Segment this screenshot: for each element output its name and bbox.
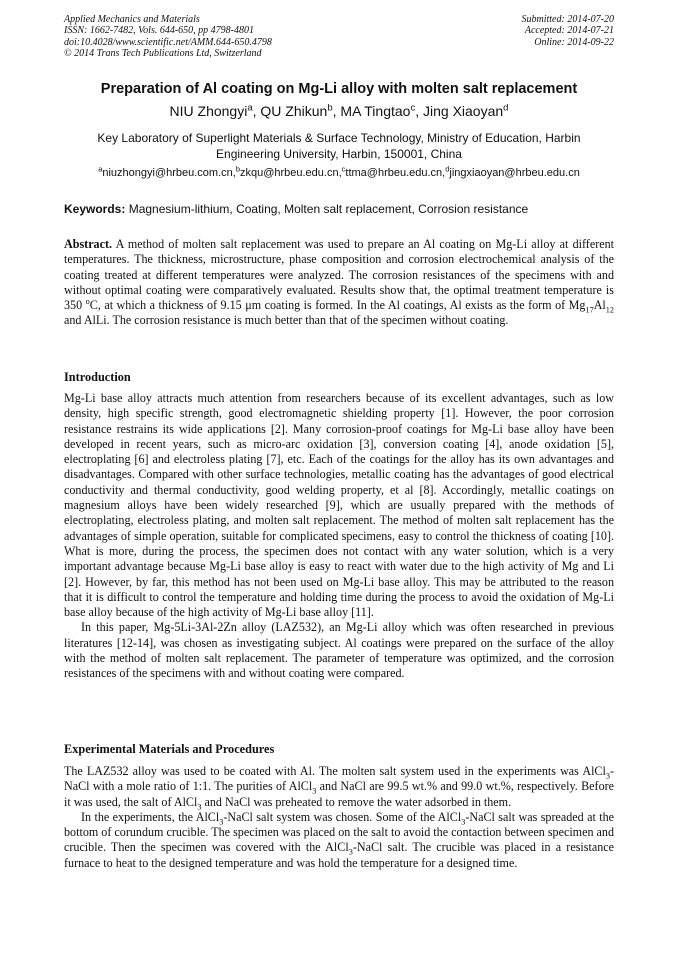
author: Jing Xiaoyan$^d$ [423,102,509,119]
author-list [40,102,638,120]
exp-paragraph-1: The LAZ532 alloy was used to be coated with Al. The molten salt system used in the experiments was AlCl$_3$-NaCl with a mole ratio of 1:1. The purities of AlCl$_3$ and NaCl are 99.5 wt.% and 99.0 wt.%, respectively. Before it was used, the salt of AlCl$_3$ and NaCl was preheated to remove the water adsorbed in them. [64,764,615,811]
affiliation: Key Laboratory of Superlight Materials & Surface Technology, Ministry of Education, Harbin Engineering University, Harbin, 150001, China [97,131,581,161]
experimental-body [64,764,614,871]
issn-line: ISSN: 1662-7482, Vols. 644-650, pp 4798-4801 [64,25,254,37]
intro-paragraph-1: Mg-Li base alloy attracts much attention from researchers because of its excellent advantages, such as low density, high specific strength, good electromagnetic shielding property [1]. However, the poor corrosion resistance restrains its wide applications [2]. Many corrosion-proof coatings for Mg-Li base alloy have been developed in recent years, such as micro-arc oxidation [3], conversion coating [4], anode oxidation [5], electroplating [6] and electroless plating [7], etc. Each of the coatings for the alloy has its own advantages and disadvantages. Compared with other surface technologies, metallic coating has the advantages of good electrical conductivity and thermal conductivity, good welding property, et al [8]. Accordingly, metallic coatings on magnesium alloys have been widely researched [9], which are usually prepared with the methods of electroplating, electroless plating, and molten salt replacement. The method of molten salt replacement has the advantages of simple operation, suitable for complicated specimens, easy to control the thickness of coating [10]. What is more, during the process, the specimen does not contact with any water solution, which is a very important advantage because Mg-Li base alloy is easy to react with water due to the high activity of Mg and Li [2]. However, by far, this method has not been used on Mg-Li base alloy. This may be attributed to the reason that it is difficult to control the temperature and holding time during the process to avoid the oxidation of Mg-Li base alloy because of the high activity of Mg-Li base alloy [11]. [64,391,614,620]
email: $^b$zkqu@hrbeu.edu.cn, [235,164,342,179]
author: NIU Zhongyi$^a$, [169,102,261,119]
journal-name: Applied Mechanics and Materials [64,14,200,25]
copyright-line: © 2014 Trans Tech Publications Ltd, Switzerland [64,47,262,59]
email: $^d$jingxiaoyan@hrbeu.edu.cn [445,164,580,179]
introduction-body [64,391,614,682]
email-list [56,166,622,180]
email: $^c$ttma@hrbeu.edu.cn, [341,164,446,179]
online-date: Online: 2014-09-22 [534,36,614,48]
experimental-heading: Experimental Materials and Procedures [64,742,275,756]
submitted-date: Submitted: 2014-07-20 [521,14,614,25]
abstract-label: Abstract. [64,237,113,251]
introduction-heading: Introduction [64,370,131,384]
paper-title: Preparation of Al coating on Mg-Li alloy with molten salt replacement [100,81,578,97]
email: $^a$niuzhongyi@hrbeu.com.cn, [98,164,236,179]
intro-paragraph-2: In this paper, Mg-5Li-3Al-2Zn alloy (LAZ532), an Mg-Li alloy which was often researched in previous literatures [12-14], was chosen as investigating subject. Al coatings were prepared on the surface of the alloy with the method of molten salt replacement. The parameter of temperature was optimized, and the corrosion resistances of the specimens with and without coating were compared. [64,620,614,681]
exp-paragraph-2: In the experiments, the AlCl$_3$-NaCl salt system was chosen. Some of the AlCl$_3$-NaCl salt was spreaded at the bottom of corundum crucible. The specimen was placed on the salt to avoid the contaction between specimen and crucible. Then the specimen was covered with the AlCl$_3$-NaCl salt. The crucible was placed in a resistance furnace to heat to the designed temperature and was hold the temperature for a designed time. [64,809,614,870]
accepted-date: Accepted: 2014-07-21 [524,25,614,37]
author: MA Tingtao$^c$, [340,102,423,119]
header-right [522,14,615,48]
doi-line: doi:10.4028/www.scientific.net/AMM.644-650.4798 [64,36,272,48]
header-left [64,14,272,59]
keywords [64,201,614,217]
keywords-label: Keywords: [64,202,126,216]
abstract: Abstract. A method of molten salt replacement was used to prepare an Al coating on Mg-Li alloy at different temperatures. The thickness, microstructure, phase composition and corrosion electrochemical analysis of the coating treated at different temperatures were analyzed. The corrosion resistances of the specimens with and without optimal coating were comparatively evaluated. Results show that, the optimal treatment temperature is 350 $^o$C, at which a thickness of 9.15 μm coating is formed. In the Al coatings, Al exists as the form of $Mg_{17}Al_{12}$ and AlLi. The corrosion resistance is much better than that of the specimen without coating. [64,237,614,328]
author: QU Zhikun$^b$, [260,102,341,119]
keywords-text: Magnesium-lithium, Coating, Molten salt replacement, Corrosion resistance [128,202,529,216]
